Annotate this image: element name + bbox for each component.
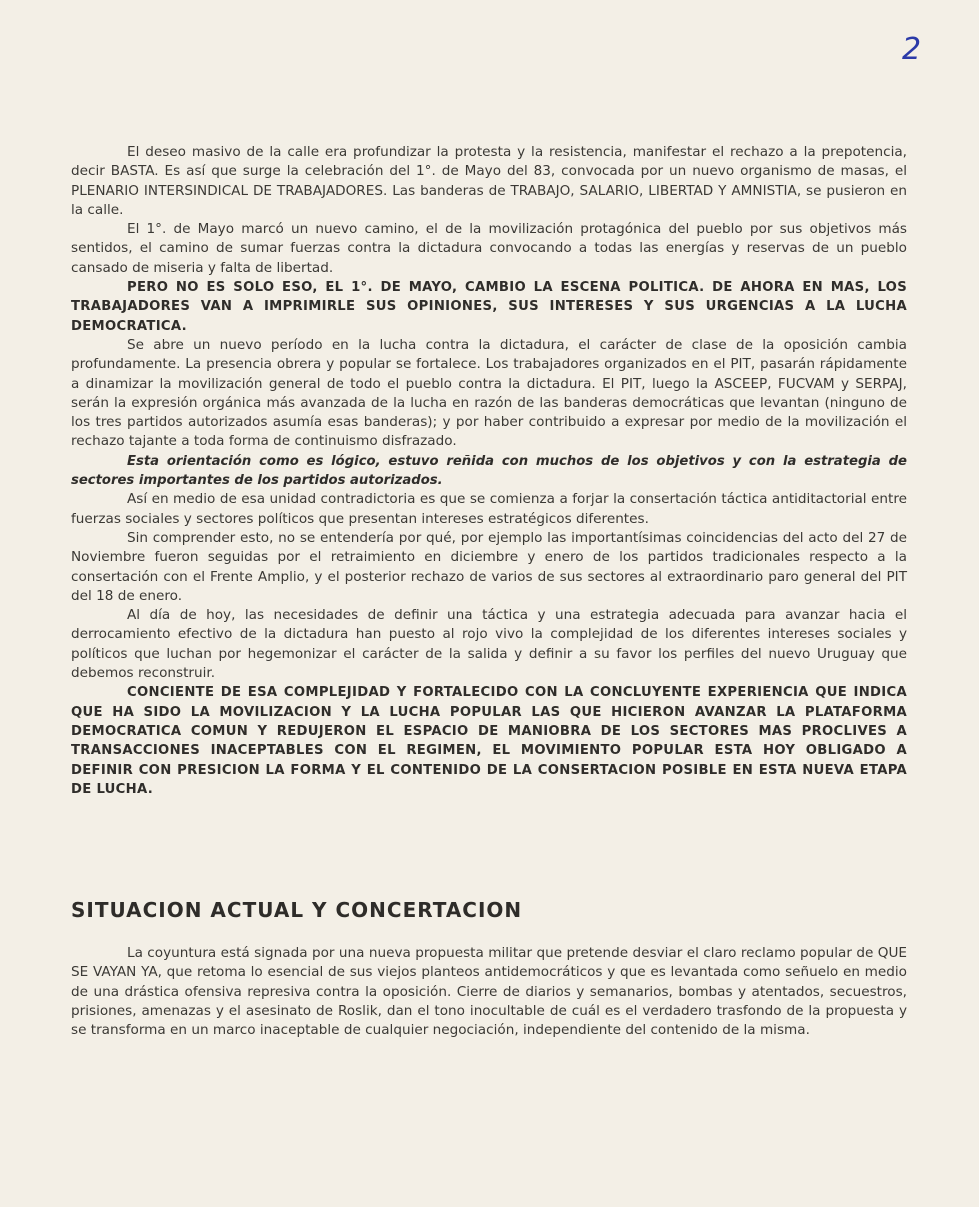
paragraph-5-emphasis: Esta orientación como es lógico, estuvo reñida con muchos de los objetivos y con la estrategia de sectores importantes de los partidos autorizados. <box>71 453 907 489</box>
paragraph-1: El deseo masivo de la calle era profundizar la protesta y la resistencia, manifestar el rechazo a la prepotencia, decir BASTA. Es así que surge la celebración del 1°. de Mayo del 83, convocada por un nuevo organismo de masas, el PLENARIO INTERSINDICAL DE TRABAJADORES. Las banderas de TRABAJO, SALARIO, LIBERTAD Y AMNISTIA, se pusieron en la calle. <box>71 144 907 218</box>
section-paragraph: La coyuntura está signada por una nueva propuesta militar que pretende desviar el claro reclamo popular de QUE SE VAYAN YA, que retoma lo esencial de sus viejos planteos antidemocráticos y que es levantada como señuelo en medio de una drástica ofensiva represiva contra la oposición. Cierre de diarios y semanarios, bombas y atentados, secuestros, prisiones, amenazas y el asesinato de Roslik, dan el tono inocultable de cuál es el verdadero trasfondo de la propuesta y se transforma en un marco inaceptable de cualquier negociación, independiente del contenido de la misma. <box>71 945 907 1039</box>
paragraph-2: El 1°. de Mayo marcó un nuevo camino, el de la movilización protagónica del pueblo por sus objetivos más sentidos, el camino de sumar fuerzas contra la dictadura convocando a todas las energías y reservas de un pueblo cansado de miseria y falta de libertad. <box>71 221 907 276</box>
paragraph-3-emphasis: PERO NO ES SOLO ESO, EL 1°. DE MAYO, CAMBIO LA ESCENA POLITICA. DE AHORA EN MAS, LOS TRABAJADORES VAN A IMPRIMIRLE SUS OPINIONES, SUS INTERESES Y SUS URGENCIAS A LA LUCHA DEMOCRATICA. <box>71 280 907 334</box>
paragraph-4: Se abre un nuevo período en la lucha contra la dictadura, el carácter de clase de la oposición cambia profundamente. La presencia obrera y popular se fortalece. Los trabajadores organizados en el PIT, pasarán rápidamente a dinamizar la movilización general de todo el pueblo contra la dictadura. El PIT, luego la ASCEEP, FUCVAM y SERPAJ, serán la expresión orgánica más avanzada de la lucha en razón de las banderas democráticas que levantan (ninguno de los tres partidos autorizados asumía esas banderas); y por haber contribuido a expresar por medio de la movilización el rechazo tajante a toda forma de continuismo disfrazado. <box>71 336 907 450</box>
section-title: SITUACION ACTUAL Y CONCERTACION <box>71 898 523 922</box>
paragraph-6: Así en medio de esa unidad contradictoria es que se comienza a forjar la consertación táctica antiditactorial entre fuerzas sociales y sectores políticos que presentan intereses estratégicos diferentes. <box>71 491 907 527</box>
paragraph-8: Al día de hoy, las necesidades de definir una táctica y una estrategia adecuada para avanzar hacia el derrocamiento efectivo de la dictadura han puesto al rojo vivo la complejidad de los diferentes intereses sociales y políticos que luchan por hegemonizar el carácter de la salida y definir a su favor los perfiles del nuevo Uruguay que debemos reconstruir. <box>71 607 907 682</box>
paragraph-9-emphasis: CONCIENTE DE ESA COMPLEJIDAD Y FORTALECIDO CON LA CONCLUYENTE EXPERIENCIA QUE INDICA QUE HA SIDO LA MOVILIZACION Y LA LUCHA POPULAR LAS QUE HICIERON AVANZAR LA PLATAFORMA DEMOCRATICA COMUN Y REDUJERON EL ESPACIO DE MANIOBRA DE LOS SECTORES MAS PROCLIVES A TRANSACCIONES INACEPTABLES CON EL REGIMEN, EL MOVIMIENTO POPULAR ESTA HOY OBLIGADO A DEFINIR CON PRESICION LA FORMA Y EL CONTENIDO DE LA CONSERTACION POSIBLE EN ESTA NUEVA ETAPA DE LUCHA. <box>71 685 907 797</box>
section-body <box>71 944 907 1040</box>
document-body <box>71 143 907 799</box>
paragraph-7: Sin comprender esto, no se entendería por qué, por ejemplo las importantísimas coincidencias del acto del 27 de Noviembre fueron seguidas por el retraimiento en diciembre y enero de los partidos tradicionales respecto a la consertación con el Frente Amplio, y el posterior rechazo de varios de sus sectores al extraordinario paro general del PIT del 18 de enero. <box>71 529 907 604</box>
page-number: 2 <box>902 32 922 67</box>
